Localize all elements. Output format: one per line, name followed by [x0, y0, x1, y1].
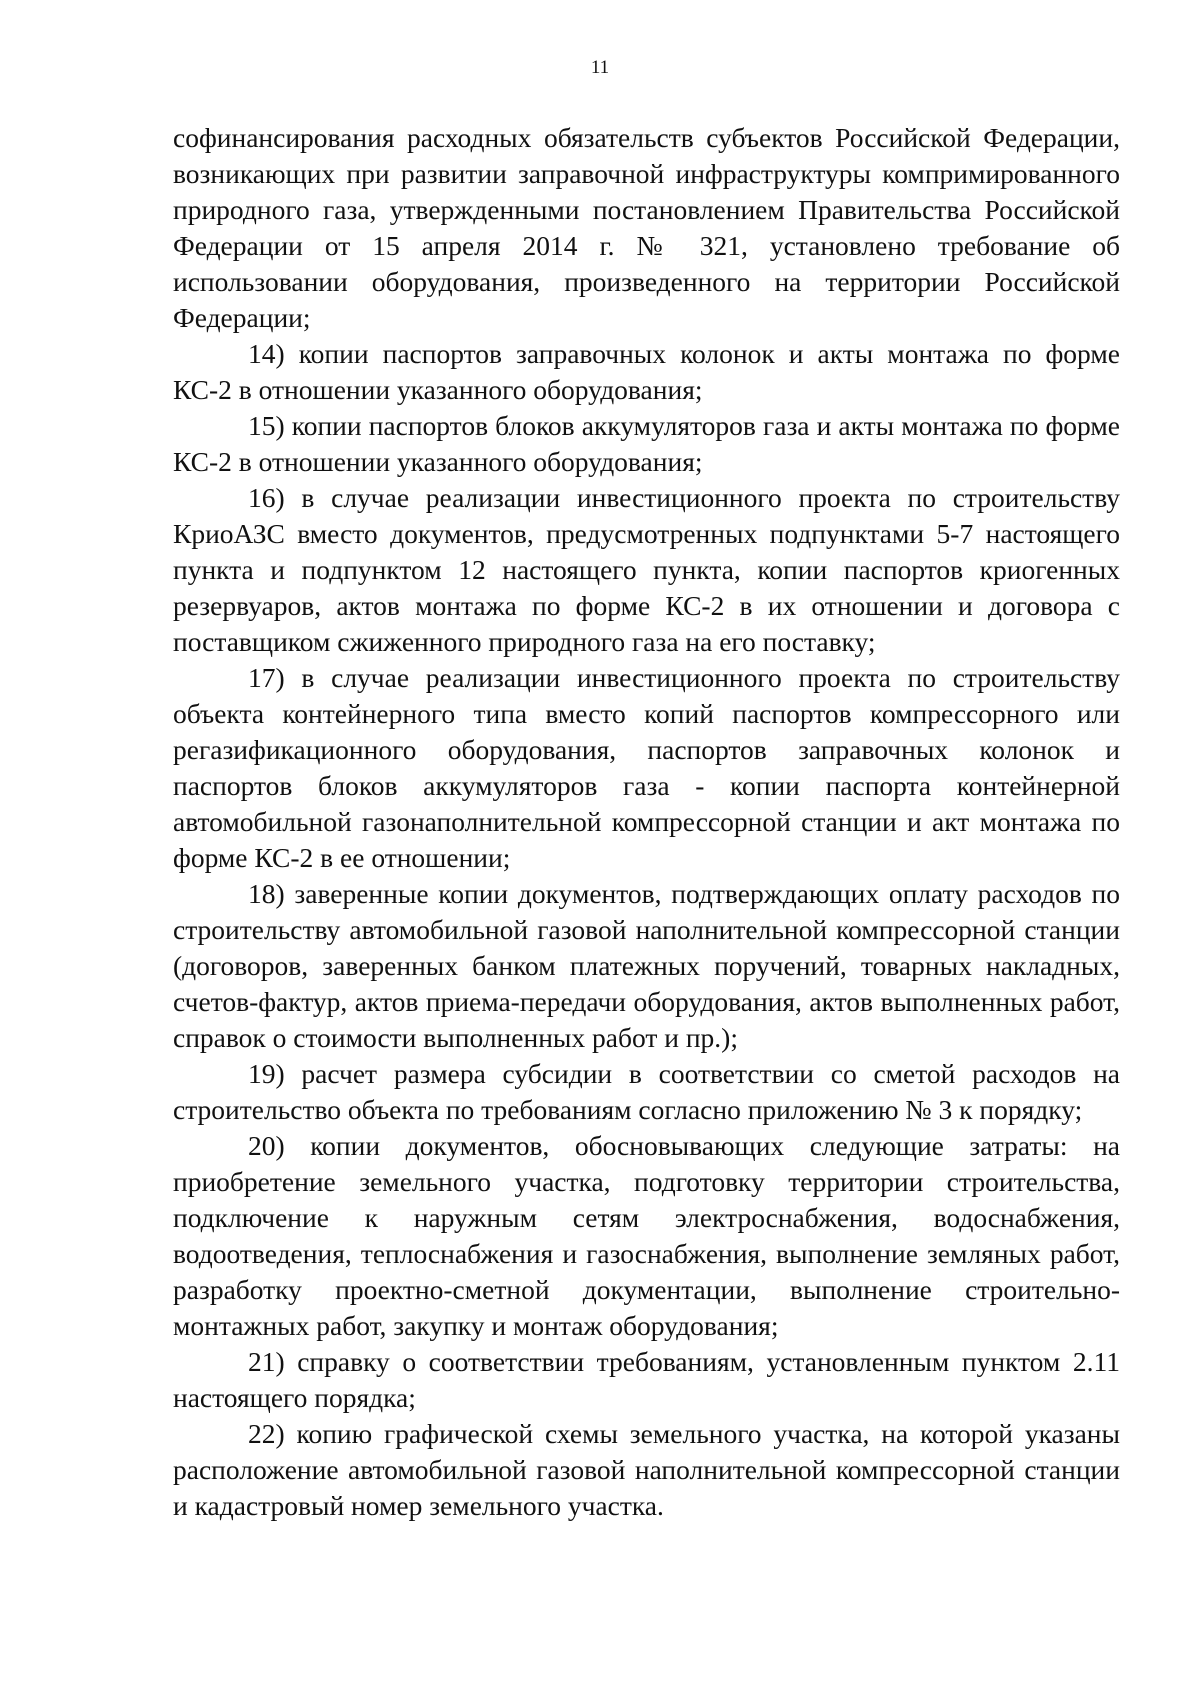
paragraph-item-18: 18) заверенные копии документов, подтверждающих оплату расходов по строительству автомобильной газовой наполнительной компрессорной станции (договоров, заверенных банком платежных поручений, товарных накладных, счетов-фактур, актов приема-передачи оборудования, актов выполненных работ, справок о стоимости выполненных работ и пр.);	[173, 878, 1120, 1053]
paragraph-item-22: 22) копию графической схемы земельного участка, на которой указаны расположение автомобильной газовой наполнительной компрессорной станции и кадастровый номер земельного участка.	[173, 1418, 1120, 1521]
paragraph-item-16: 16) в случае реализации инвестиционного проекта по строительству КриоАЗС вместо документов, предусмотренных подпунктами 5-7 настоящего пункта и подпунктом 12 настоящего пункта, копии паспортов криогенных резервуаров, актов монтажа по форме КС-2 в их отношении и договора с поставщиком сжиженного природного газа на его поставку;	[173, 482, 1120, 657]
paragraph-item-15: 15) копии паспортов блоков аккумуляторов газа и акты монтажа по форме КС-2 в отношении указанного оборудования;	[173, 410, 1120, 477]
paragraph-item-21: 21) справку о соответствии требованиям, установленным пунктом 2.11 настоящего порядка;	[173, 1346, 1120, 1413]
paragraph-item-20: 20) копии документов, обосновывающих следующие затраты: на приобретение земельного участка, подготовку территории строительства, подключение к наружным сетям электроснабжения, водоснабжения, водоотведения, теплоснабжения и газоснабжения, выполнение земляных работ, разработку проектно-сметной документации, выполнение строительно-монтажных работ, закупку и монтаж оборудования;	[173, 1130, 1120, 1341]
paragraph-continuation: софинансирования расходных обязательств субъектов Российской Федерации, возникающих при развитии заправочной инфраструктуры компримированного природного газа, утвержденными постановлением Правительства Российской Федерации от 15 апреля 2014 г. № 321, установлено требование об использовании оборудования, произведенного на территории Российской Федерации;	[173, 122, 1120, 333]
document-body	[173, 120, 1120, 1524]
page-number: 11	[590, 57, 610, 78]
paragraph-item-19: 19) расчет размера субсидии в соответствии со сметой расходов на строительство объекта по требованиям согласно приложению № 3 к порядку;	[173, 1058, 1120, 1125]
paragraph-item-17: 17) в случае реализации инвестиционного проекта по строительству объекта контейнерного типа вместо копий паспортов компрессорного или регазификационного оборудования, паспортов заправочных колонок и паспортов блоков аккумуляторов газа - копии паспорта контейнерной автомобильной газонаполнительной компрессорной станции и акт монтажа по форме КС-2 в ее отношении;	[173, 662, 1120, 873]
paragraph-item-14: 14) копии паспортов заправочных колонок и акты монтажа по форме КС-2 в отношении указанного оборудования;	[173, 338, 1120, 405]
